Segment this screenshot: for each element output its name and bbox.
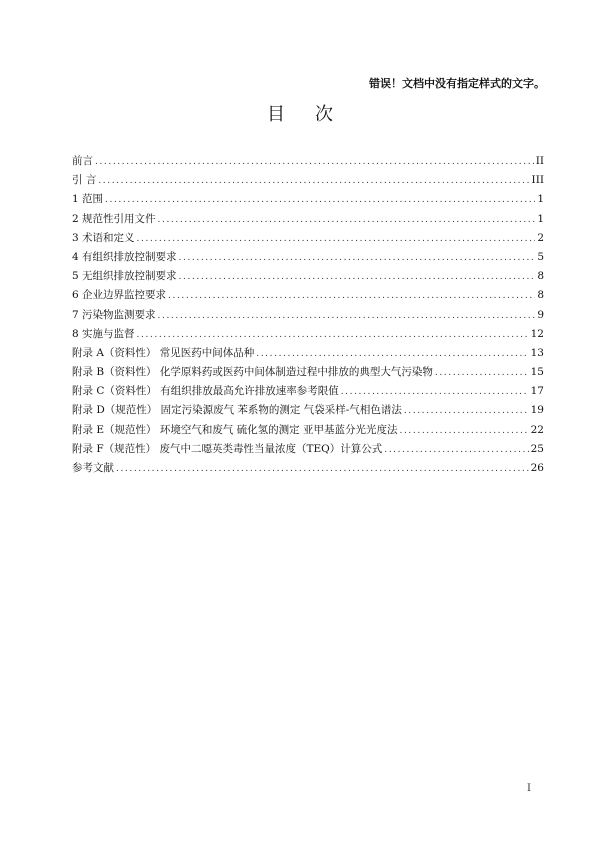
toc-entry-label: 3 术语和定义 [72,231,135,244]
toc-leader [404,402,529,421]
toc-leader [158,211,536,230]
toc-entry-page: 25 [530,442,544,455]
toc-entry[interactable] [72,267,544,286]
toc-entry[interactable] [72,440,544,459]
toc-leader [384,441,528,460]
toc-entry-label: 1 范围 [72,193,104,206]
toc-entry-label: 8 实施与监督 [72,327,135,340]
table-of-contents [72,152,544,478]
page-title: 目次 [267,104,363,125]
toc-entry-label: 前言 [72,155,93,167]
toc-entry-page: 1 [537,193,544,206]
toc-leader [105,191,535,210]
toc-entry-label: 附录 F（规范性） 废气中二噁英类毒性当量浓度（TEQ）计算公式 [72,442,383,455]
toc-entry-label: 参考文献 [72,462,114,474]
toc-leader [256,345,528,364]
toc-leader [137,230,536,249]
toc-entry[interactable] [72,171,544,190]
toc-entry-label: 6 企业边界监控要求 [72,289,167,302]
toc-entry-page: 15 [530,366,544,379]
toc-entry-label: 7 污染物监测要求 [72,308,156,321]
toc-leader [137,326,529,345]
page-number: I [527,783,531,794]
toc-entry[interactable] [72,306,544,325]
toc-entry-label: 5 无组织排放控制要求 [72,270,177,283]
toc-entry[interactable] [72,152,544,171]
toc-leader [435,364,529,383]
toc-entry-page: 17 [530,385,544,398]
toc-leader [400,422,529,441]
toc-leader [168,287,535,306]
header-note: 错误！文档中没有指定样式的文字。 [369,77,545,90]
toc-entry[interactable] [72,459,544,478]
toc-entry-page: 9 [537,308,544,321]
toc-entry-label: 附录 D（规范性） 固定污染源废气 苯系物的测定 气袋采样-气相色谱法 [72,404,402,417]
toc-leader [95,153,534,172]
toc-entry-label: 4 有组织排放控制要求 [72,250,177,263]
toc-entry-label: 附录 E（规范性） 环境空气和废气 硫化氢的测定 亚甲基蓝分光光度法 [72,423,398,436]
toc-entry[interactable] [72,344,544,363]
toc-entry-label: 2 规范性引用文件 [72,212,156,225]
toc-entry-page: 19 [530,404,544,417]
toc-entry-page: 26 [530,462,544,474]
toc-entry-page: 12 [530,327,544,340]
toc-entry[interactable] [72,286,544,305]
toc-entry-label: 引 言 [72,174,97,187]
toc-entry[interactable] [72,210,544,229]
toc-entry-page: 22 [530,423,544,436]
toc-entry[interactable] [72,363,544,382]
toc-entry-page: 8 [537,270,544,283]
toc-leader [116,460,529,479]
toc-leader [158,307,536,326]
toc-entry[interactable] [72,229,544,248]
toc-entry[interactable] [72,190,544,209]
toc-entry-label: 附录 C（资料性） 有组织排放最高允许排放速率参考限值 [72,385,339,398]
toc-entry[interactable] [72,421,544,440]
toc-entry-label: 附录 B（资料性） 化学原料药或医药中间体制造过程中排放的典型大气污染物 [72,366,433,379]
toc-entry-label: 附录 A（资料性） 常见医药中间体品种 [72,346,255,359]
toc-leader [179,249,536,268]
toc-entry[interactable] [72,382,544,401]
toc-leader [98,172,529,191]
toc-entry[interactable] [72,325,544,344]
toc-entry-page: 5 [537,250,544,263]
toc-entry-page: 2 [537,231,544,244]
toc-entry[interactable] [72,248,544,267]
toc-entry-page: III [531,174,544,187]
toc-leader [341,383,529,402]
toc-entry-page: 13 [530,346,544,359]
toc-entry-page: 1 [537,212,544,225]
toc-entry-page: 8 [537,289,544,302]
toc-entry-page: II [535,155,544,167]
toc-leader [179,268,536,287]
toc-entry[interactable] [72,401,544,420]
